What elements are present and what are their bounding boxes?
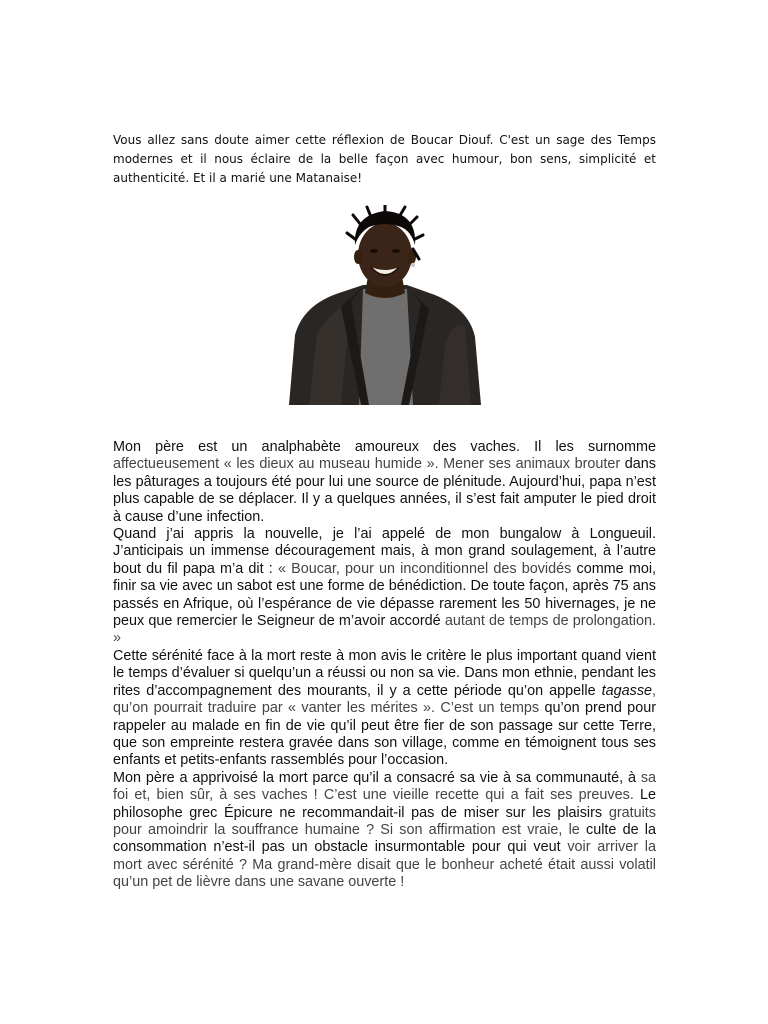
portrait-illustration [289,205,481,405]
portrait-photo [289,205,481,405]
article-body [113,439,656,892]
paragraph-3: Cette sérénité face à la mort reste à mon avis le critère le plus important quand vient le temps d’évaluer si quelqu’un a réussi ou non sa vie. Dans mon ethnie, pendant les rites d’accompagnement des mourants, il y a cette période qu’on appelle tagasse, qu’on pourrait traduire par « vanter les mérites ». C’est un temps qu’on prend pour rappeler au malade en fin de vie qu’il peut être fier de son passage sur cette Terre, que son empreinte restera gravée dans son village, comme en témoignent tous ses enfants et petits-enfants rassemblés pour l’occasion. [113,647,657,769]
paragraph-1: Mon père est un analphabète amoureux des vaches. Il les surnomme affectueusement « les dieux au museau humide ». Mener ses animaux brouter dans les pâturages a toujours été pour lui une source de plénitude. Aujourd’hui, papa n’est plus capable de se déplacer. Il y a quelques années, il s’est fait amputer le pied droit à cause d’une infection. [113,439,656,525]
intro-paragraph: Vous allez sans doute aimer cette réflexion de Boucar Diouf. C'est un sage des Temps modernes et il nous éclaire de la belle façon avec humour, bon sens, simplicité et authenticité. Et il a marié une Matanaise! [113,133,656,185]
paragraph-2: Quand j’ai appris la nouvelle, je l’ai appelé de mon bungalow à Longueuil. J’anticipais un immense découragement mais, à mon grand soulagement, à l’autre bout du fil papa m’a dit : « Boucar, pour un inconditionnel des bovidés comme moi, finir sa vie avec un sabot est une forme de bénédiction. De toute façon, après 75 ans passés en Afrique, où l’espérance de vie dépasse rarement les 50 hivernages, je ne peux que remercier le Seigneur de m’avoir accordé autant de temps de prolongation. » [113,526,657,647]
face [358,223,412,287]
tagasse-term: tagasse [601,682,653,699]
paragraph-4: Mon père a apprivoisé la mort parce qu’il a consacré sa vie à sa communauté, à sa foi et, bien sûr, à ses vaches ! C’est une vieille recette qui a fait ses preuves. Le philosophe grec Épicure ne recommandait-il pas de miser sur les plaisirs gratuits pour amoindrir la souffrance humaine ? Si son affirmation est vraie, le culte de la consommation n’est-il pas un obstacle insurmontable pour qui veut voir arriver la mort avec sérénité ? Ma grand-mère disait que le bonheur acheté était aussi volatil qu’un pet de lièvre dans une savane ouverte ! [113,769,657,891]
